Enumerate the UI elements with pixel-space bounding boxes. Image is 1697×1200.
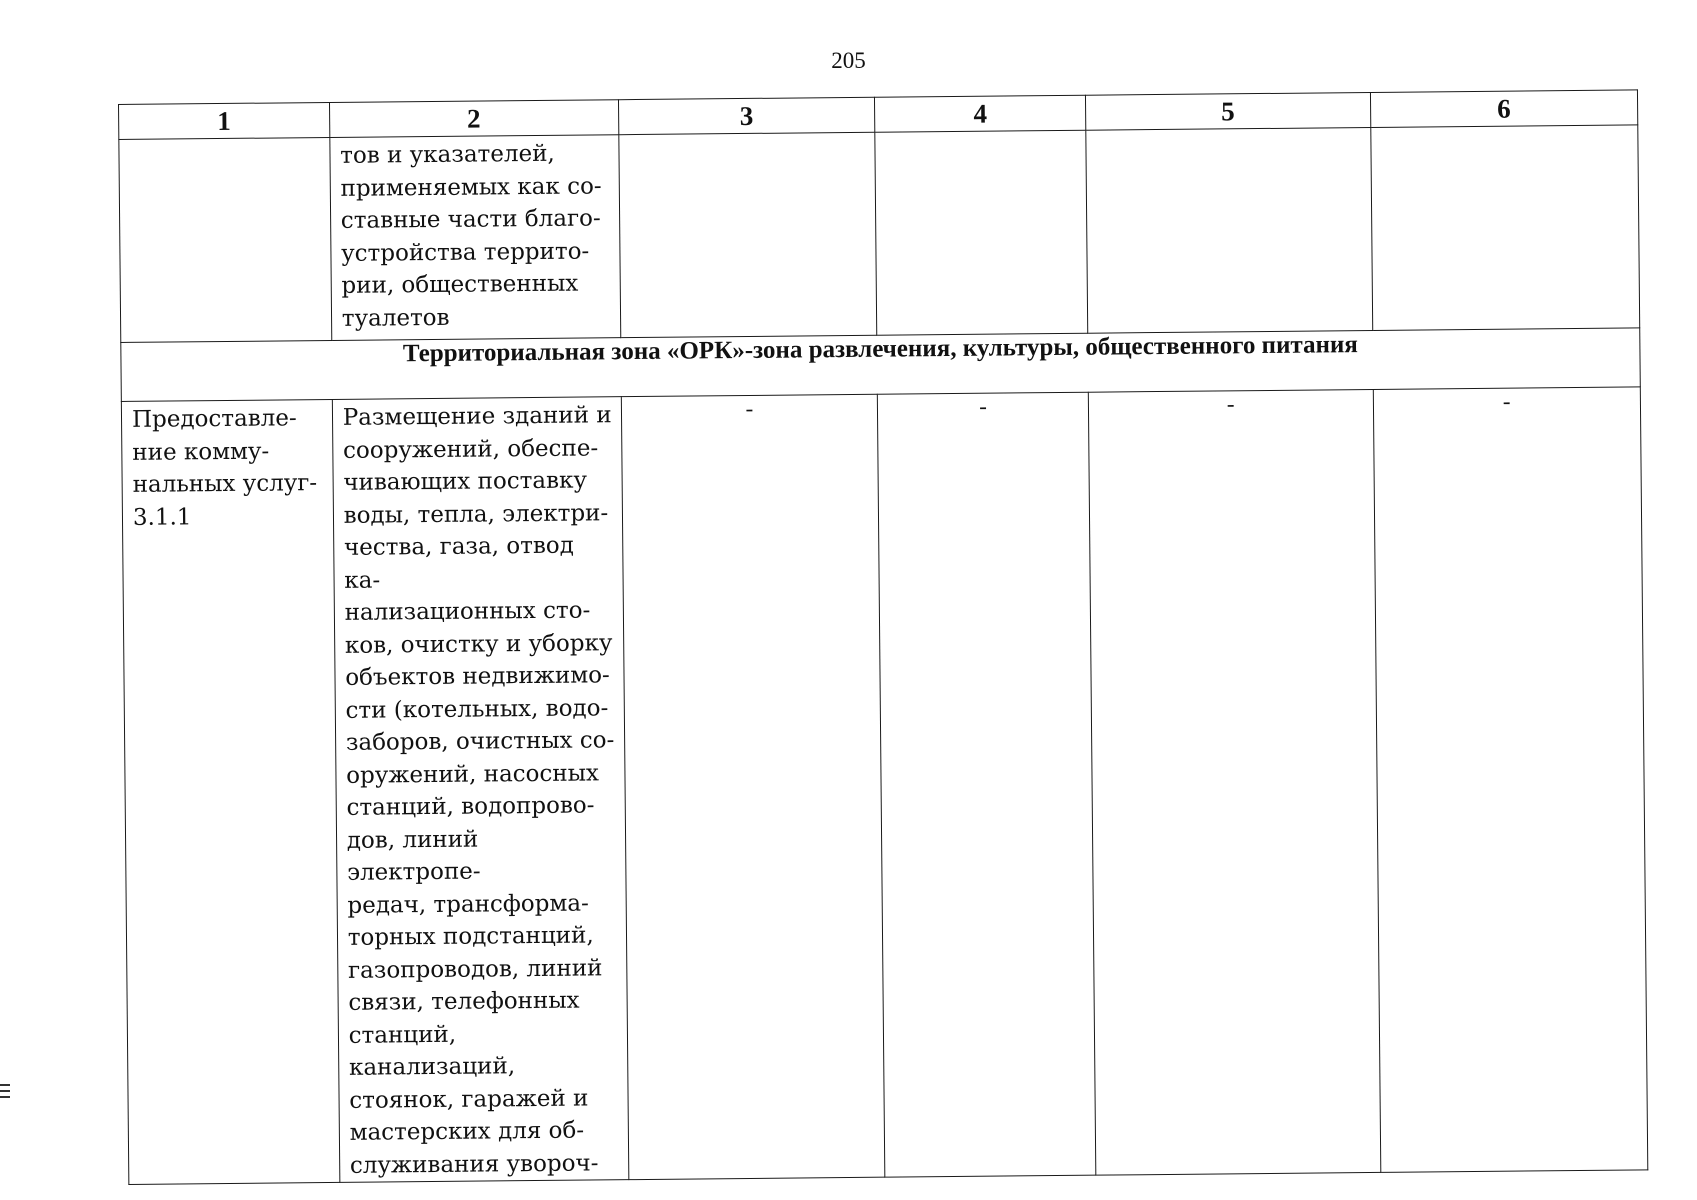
continuation-cell-4 <box>875 130 1088 335</box>
continuation-text: тов и указателей, применяемых как со- ставные части благо- устройства террито- рии, общественных туалетов <box>340 140 602 332</box>
page-number: 205 <box>831 48 866 73</box>
continuation-cell-2 <box>330 135 621 341</box>
margin-mark <box>0 1084 10 1086</box>
utility-cell-1 <box>121 399 339 1184</box>
continuation-cell-5 <box>1086 127 1372 333</box>
margin-mark <box>0 1090 10 1092</box>
utility-cell-2 <box>332 397 628 1183</box>
utility-services-row <box>121 387 1647 1185</box>
continuation-cell-6 <box>1370 125 1639 331</box>
regulations-table-wrapper <box>118 89 1648 1185</box>
continuation-cell-1 <box>119 137 332 342</box>
margin-mark <box>0 1096 10 1098</box>
column-header-5: 5 <box>1085 92 1370 130</box>
utility-cell-3: - <box>621 394 885 1179</box>
regulations-table <box>118 89 1648 1185</box>
column-header-3: 3 <box>618 97 875 134</box>
land-use-type: Предоставле- ние комму- нальных услуг- 3.1.1 <box>131 405 318 531</box>
column-header-6: 6 <box>1370 90 1638 128</box>
utility-cell-5: - <box>1088 389 1380 1175</box>
zone-heading: Территориальная зона «ОРК»-зона развлечения, культуры, общественного питания <box>121 328 1640 402</box>
column-header-1: 1 <box>119 102 330 139</box>
continuation-row <box>119 125 1640 343</box>
utility-cell-4: - <box>878 392 1096 1177</box>
utility-cell-6: - <box>1373 387 1648 1173</box>
continuation-cell-3 <box>618 132 877 337</box>
land-use-description: Размещение зданий и сооружений, обеспе- чивающих поставку воды, тепла, электри- чества, газа, отвод ка- нализационных сто- ков, очистку и уборку объектов недвижимо- сти (котельных, водо- заборов, очистных со- оружений, насосных станций, водопрово- дов, линий электропе- редач, трансформа- торных подстанций, газопроводов, линий связи, телефонных станций, канализаций, стоянок, гаражей и мастерских для об- служивания увороч- <box>342 402 615 1179</box>
column-header-4: 4 <box>875 95 1086 132</box>
column-header-2: 2 <box>329 100 618 138</box>
